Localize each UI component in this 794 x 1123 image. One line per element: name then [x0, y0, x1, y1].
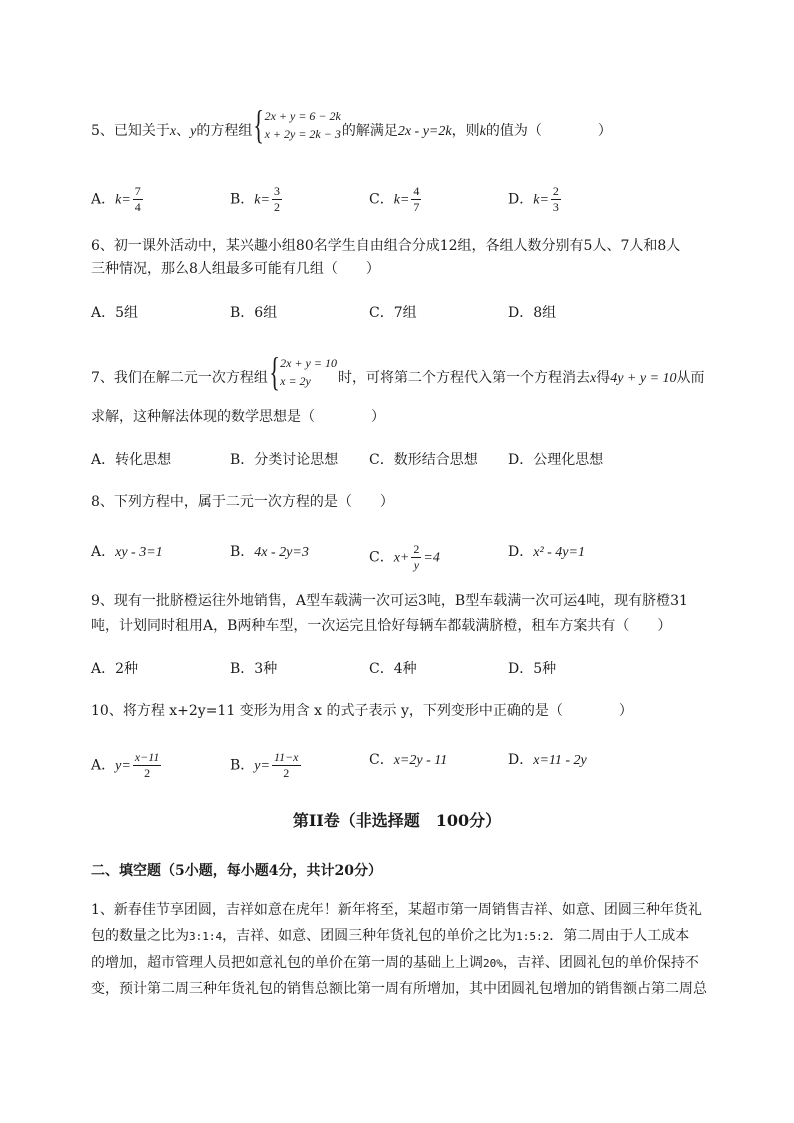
- q7-tail: 从而: [676, 370, 705, 386]
- q5-option-b[interactable]: [230, 184, 284, 215]
- question-7-line-2: 求解，这种解法体现的数学思想是（ ）: [91, 409, 385, 425]
- q7-text: 7、我们在解二元一次方程组: [91, 370, 268, 386]
- q10-option-b[interactable]: [230, 750, 303, 781]
- q5-eq1: 2x + y = 6 − 2k: [264, 109, 341, 123]
- q7-mid-text: 时，可将第二个方程代入第一个方程消去: [337, 370, 590, 386]
- question-6-line-2: 三种情况，那么8人组最多可能有几组（ ）: [91, 261, 380, 277]
- q5-var-y: y: [190, 124, 197, 139]
- option-expr: x=11 - 2y: [533, 753, 587, 768]
- question-9-line-1: 9、现有一批脐橙运往外地销售，A型车载满一次可运3吨，B型车载满一次可运4吨，现有脐橙31: [91, 593, 688, 609]
- option-expr: x=2y - 11: [393, 753, 448, 768]
- q9-option-d[interactable]: D．5种: [508, 661, 557, 677]
- option-label: D．: [508, 752, 534, 768]
- fraction: [411, 184, 421, 215]
- q7-result: 4y + y = 10: [610, 371, 677, 386]
- denominator: 2: [144, 766, 151, 780]
- q7-eq2: x = 2y: [280, 374, 311, 388]
- option-label: B．: [230, 757, 255, 774]
- fraction: [272, 184, 282, 215]
- option-lhs: k=: [533, 192, 549, 208]
- q8-option-b[interactable]: [230, 542, 309, 563]
- q7-option-c[interactable]: C．数形结合思想: [369, 452, 478, 468]
- question-10: 10、将方程 x+2y=11 变形为用含 x 的式子表示 y，下列变形中正确的是（ ）: [91, 703, 633, 719]
- question-9-line-2: 吨，计划同时租用A，B两种车型，一次运完且恰好每辆车都载满脐橙，租车方案共有（ ）: [91, 618, 672, 634]
- q5-mid-text: 的方程组: [196, 123, 253, 139]
- option-label: D．: [508, 191, 534, 208]
- numerator: 7: [134, 184, 141, 198]
- q10-option-c[interactable]: [369, 750, 447, 771]
- option-label: A．: [91, 191, 116, 208]
- q6-option-c[interactable]: C．7组: [369, 305, 417, 321]
- q5-option-d[interactable]: [508, 184, 563, 215]
- option-label: A．: [91, 757, 116, 774]
- numerator: 4: [413, 184, 420, 198]
- q8-option-d[interactable]: [508, 542, 585, 563]
- option-label: A．: [91, 544, 116, 560]
- q5-equation-system: [253, 102, 341, 147]
- option-label: B．: [230, 544, 255, 560]
- fraction: [551, 184, 561, 215]
- option-expr: xy - 3=1: [115, 545, 163, 560]
- fraction: [411, 542, 421, 573]
- q10-option-a[interactable]: [91, 750, 163, 781]
- q7-equation-system: [269, 349, 337, 394]
- fill-1-text: 的增加，超市管理人员把如意礼包的单价在第一周的基础上上调: [91, 955, 483, 971]
- q5-condition: 2x - y=2k: [397, 124, 452, 139]
- option-lhs: k=: [393, 192, 410, 208]
- price-ratio: 1:5:2: [516, 930, 550, 943]
- denominator: 4: [134, 200, 141, 214]
- q9-option-c[interactable]: C．4种: [369, 661, 417, 677]
- q5-var-x: x: [169, 124, 177, 139]
- q6-option-a[interactable]: A．5组: [91, 305, 139, 321]
- numerator: x−11: [134, 750, 160, 764]
- question-6-line-1: 6、初一课外活动中，某兴趣小组80名学生自由组合分成12组，各组人数分别有5人、7人和8人: [91, 238, 681, 254]
- denominator: 3: [552, 200, 559, 214]
- option-label: C．: [369, 752, 394, 768]
- q7-eq1: 2x + y = 10: [280, 356, 337, 370]
- denominator: 7: [413, 200, 420, 214]
- q5-option-c[interactable]: [369, 184, 423, 215]
- q7-option-d[interactable]: D．公理化思想: [508, 452, 604, 468]
- denominator: 2: [273, 200, 280, 214]
- q7-option-b[interactable]: B．分类讨论思想: [230, 452, 339, 468]
- q9-option-b[interactable]: B．3种: [230, 661, 278, 677]
- numerator: 2: [413, 542, 420, 556]
- fill-1-line-2: [91, 926, 711, 947]
- q5-brace: {: [253, 102, 265, 147]
- fill-1-line-4: 变，预计第二周三种年货礼包的销售总额比第一周有所增加，其中团圆礼包增加的销售额占第二周总: [91, 981, 707, 997]
- q5-option-a[interactable]: [91, 184, 145, 215]
- q5-cond-post: ，则: [451, 123, 480, 139]
- option-expr: x² - 4y=1: [533, 545, 585, 560]
- q5-eq2: x + 2y = 2k − 3: [264, 127, 341, 141]
- option-label: B．: [230, 191, 255, 208]
- option-lhs: k=: [254, 192, 270, 208]
- fraction: [133, 750, 162, 781]
- question-5: [91, 102, 612, 147]
- option-lhs: k=: [115, 192, 131, 208]
- price-increase-percent: 20%: [483, 957, 503, 970]
- question-8: 8、下列方程中，属于二元一次方程的是（ ）: [91, 494, 394, 510]
- question-7: [91, 349, 705, 394]
- part-2-title: 第II卷（非选择题 100分）: [292, 811, 502, 830]
- fill-1-line-3: [91, 953, 711, 974]
- option-lhs: x+: [393, 550, 410, 566]
- fill-1-text: ，吉祥、如意、团圆三种年货礼包的单价之比为: [222, 928, 517, 944]
- section-2-title: 二、填空题（5小题，每小题4分，共计20分）: [91, 863, 382, 879]
- numerator: 2: [552, 184, 559, 198]
- option-lhs: y=: [254, 758, 270, 774]
- fill-1-text: ．第二周由于人工成本: [549, 928, 690, 944]
- fill-1-line-1: 1、新春佳节享团圆，吉祥如意在虎年！新年将至，某超市第一周销售吉祥、如意、团圆三种年货礼: [91, 902, 702, 918]
- q6-option-d[interactable]: D．8组: [508, 305, 557, 321]
- quantity-ratio: 3:1:4: [189, 930, 223, 943]
- q5-cond-pre: 的解满足: [341, 123, 398, 139]
- fraction: [133, 184, 143, 215]
- fraction: [272, 750, 301, 781]
- q7-option-a[interactable]: A．转化思想: [91, 452, 172, 468]
- option-label: C．: [369, 191, 394, 208]
- q5-tail: 的值为（ ）: [485, 123, 612, 139]
- q5-sep: 、: [176, 123, 191, 139]
- fill-1-text: ，吉祥、团圆礼包的单价保持不: [502, 955, 699, 971]
- option-expr: 4x - 2y=3: [254, 545, 309, 560]
- option-lhs: y=: [115, 758, 131, 774]
- numerator: 11−x: [273, 750, 299, 764]
- option-label: C．: [369, 549, 394, 566]
- fill-1-text: 包的数量之比为: [91, 928, 189, 944]
- option-rhs: =4: [423, 550, 440, 566]
- option-label: D．: [508, 544, 534, 560]
- denominator: 2: [283, 766, 290, 780]
- q5-k: k: [479, 124, 486, 139]
- q5-text: 5、已知关于: [91, 123, 170, 139]
- denominator: y: [413, 558, 420, 572]
- q10-option-d[interactable]: [508, 750, 587, 771]
- q7-var-x: x: [589, 371, 597, 386]
- q6-option-b[interactable]: B．6组: [230, 305, 278, 321]
- q7-brace: {: [269, 349, 280, 394]
- q7-get: 得: [596, 370, 611, 386]
- q8-option-a[interactable]: [91, 542, 163, 563]
- q8-option-c[interactable]: [369, 542, 440, 573]
- q9-option-a[interactable]: A．2种: [91, 661, 139, 677]
- numerator: 3: [273, 184, 280, 198]
